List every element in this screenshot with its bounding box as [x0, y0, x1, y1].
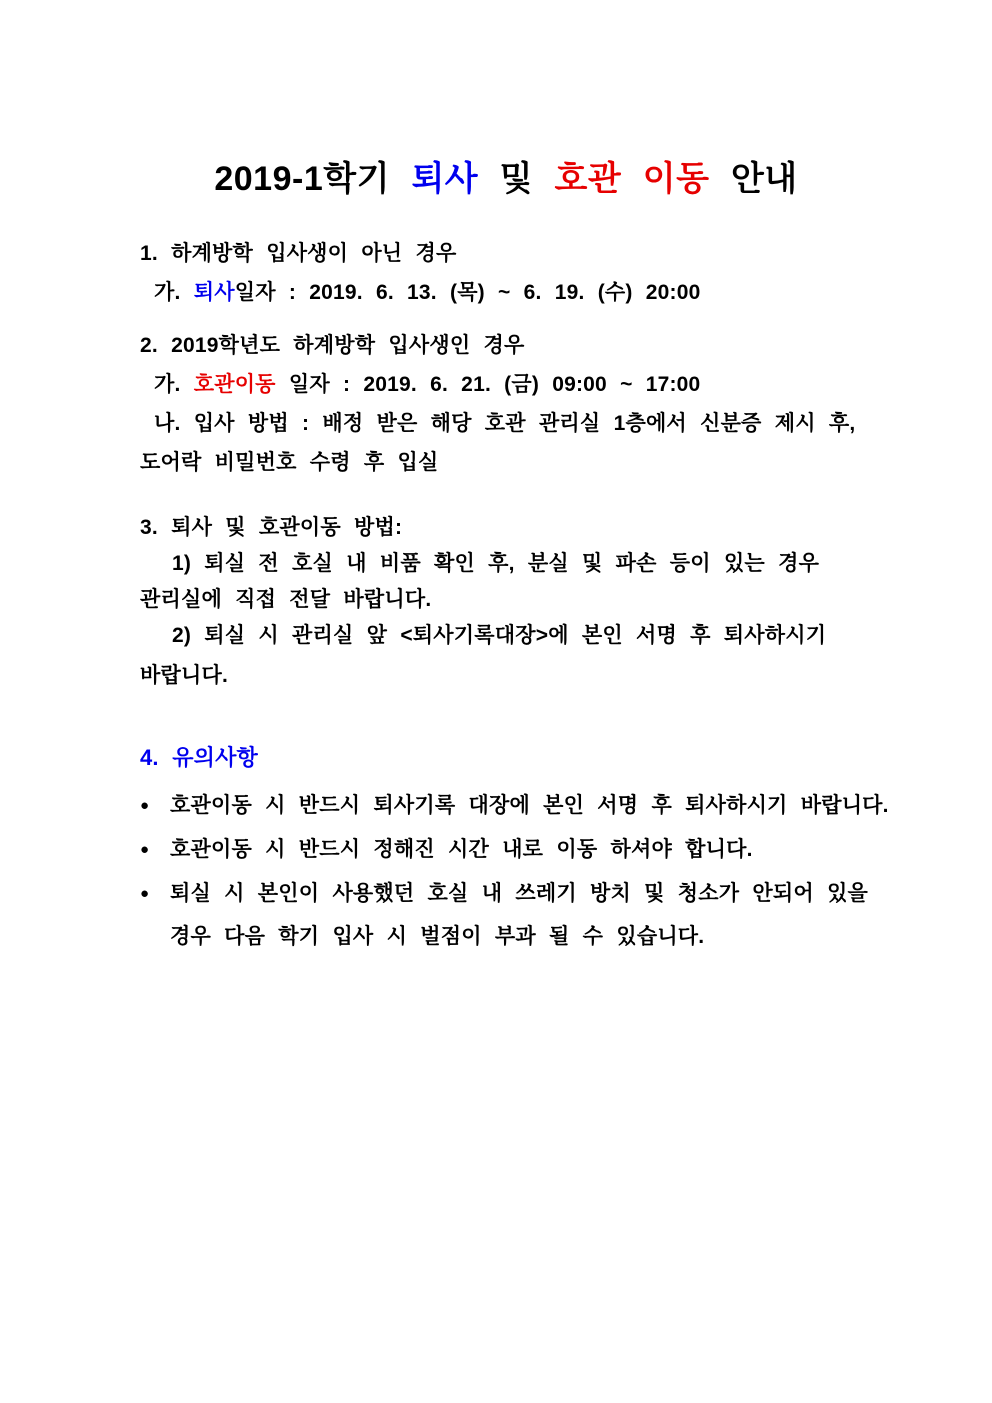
section-4-heading: 4. 유의사항: [140, 745, 259, 770]
notice-item: [140, 828, 892, 872]
section-2-item-na: 나. 입사 방법 : 배정 받은 해당 호관 관리실 1층에서 신분증 제시 후,: [154, 412, 856, 435]
bullet-icon: ●: [140, 797, 150, 814]
section-3-item-2-line-2: 바랍니다.: [140, 664, 228, 687]
section-2-item-ga: [140, 365, 892, 404]
notice-item-text: 호관이동 시 반드시 퇴사기록 대장에 본인 서명 후 퇴사하시기 바랍니다.: [170, 794, 889, 817]
notice-item: [140, 872, 892, 958]
section-3-item-1-line-2: 관리실에 직접 전달 바랍니다.: [140, 588, 432, 611]
notice-item-text: 호관이동 시 반드시 정해진 시간 내로 이동 하셔야 합니다.: [170, 838, 753, 861]
section-1-item-ga-prefix: 가.: [154, 281, 181, 304]
section-2: [140, 326, 892, 482]
section-2-heading: 2. 2019학년도 하계방학 입사생인 경우: [140, 334, 525, 357]
section-2-item-ga-prefix: 가.: [154, 373, 181, 396]
section-3-item-2-line-1: 2) 퇴실 시 관리실 앞 <퇴사기록대장>에 본인 서명 후 퇴사하시기: [172, 624, 827, 647]
section-1: [140, 234, 892, 312]
title-conjunction: 및: [499, 160, 534, 198]
notice-item: [140, 784, 892, 828]
section-3: [140, 510, 892, 698]
section-1-checkout-date-highlight: 퇴사: [193, 281, 235, 304]
section-2-item-na-continuation: 도어락 비밀번호 수령 후 입실: [140, 451, 439, 474]
title-building-move-highlight: 호관 이동: [554, 160, 710, 198]
section-1-item-ga-rest: 일자 : 2019. 6. 13. (목) ~ 6. 19. (수) 20:00: [234, 281, 701, 304]
section-3-item-1-line-1: 1) 퇴실 전 호실 내 비품 확인 후, 분실 및 파손 등이 있는 경우: [172, 552, 820, 575]
section-4: [140, 738, 892, 958]
title-checkout-highlight: 퇴사: [411, 160, 479, 198]
notice-item-text: 퇴실 시 본인이 사용했던 호실 내 쓰레기 방치 및 청소가 안되어 있을: [170, 882, 869, 905]
title-semester: 2019-1학기: [214, 160, 390, 198]
notice-item-continuation: 경우 다음 학기 입사 시 벌점이 부과 될 수 있습니다.: [170, 925, 705, 948]
section-1-item-ga: [140, 273, 892, 312]
section-3-heading: 3. 퇴사 및 호관이동 방법:: [140, 516, 403, 539]
section-1-heading: 1. 하계방학 입사생이 아닌 경우: [140, 242, 457, 265]
title-notice-word: 안내: [730, 160, 798, 198]
section-2-building-move-highlight: 호관이동: [193, 373, 276, 396]
page-title: [120, 156, 892, 202]
section-2-item-ga-rest: 일자 : 2019. 6. 21. (금) 09:00 ~ 17:00: [288, 373, 701, 396]
bullet-icon: ●: [140, 885, 150, 902]
bullet-icon: ●: [140, 841, 150, 858]
notice-list: [140, 784, 892, 958]
